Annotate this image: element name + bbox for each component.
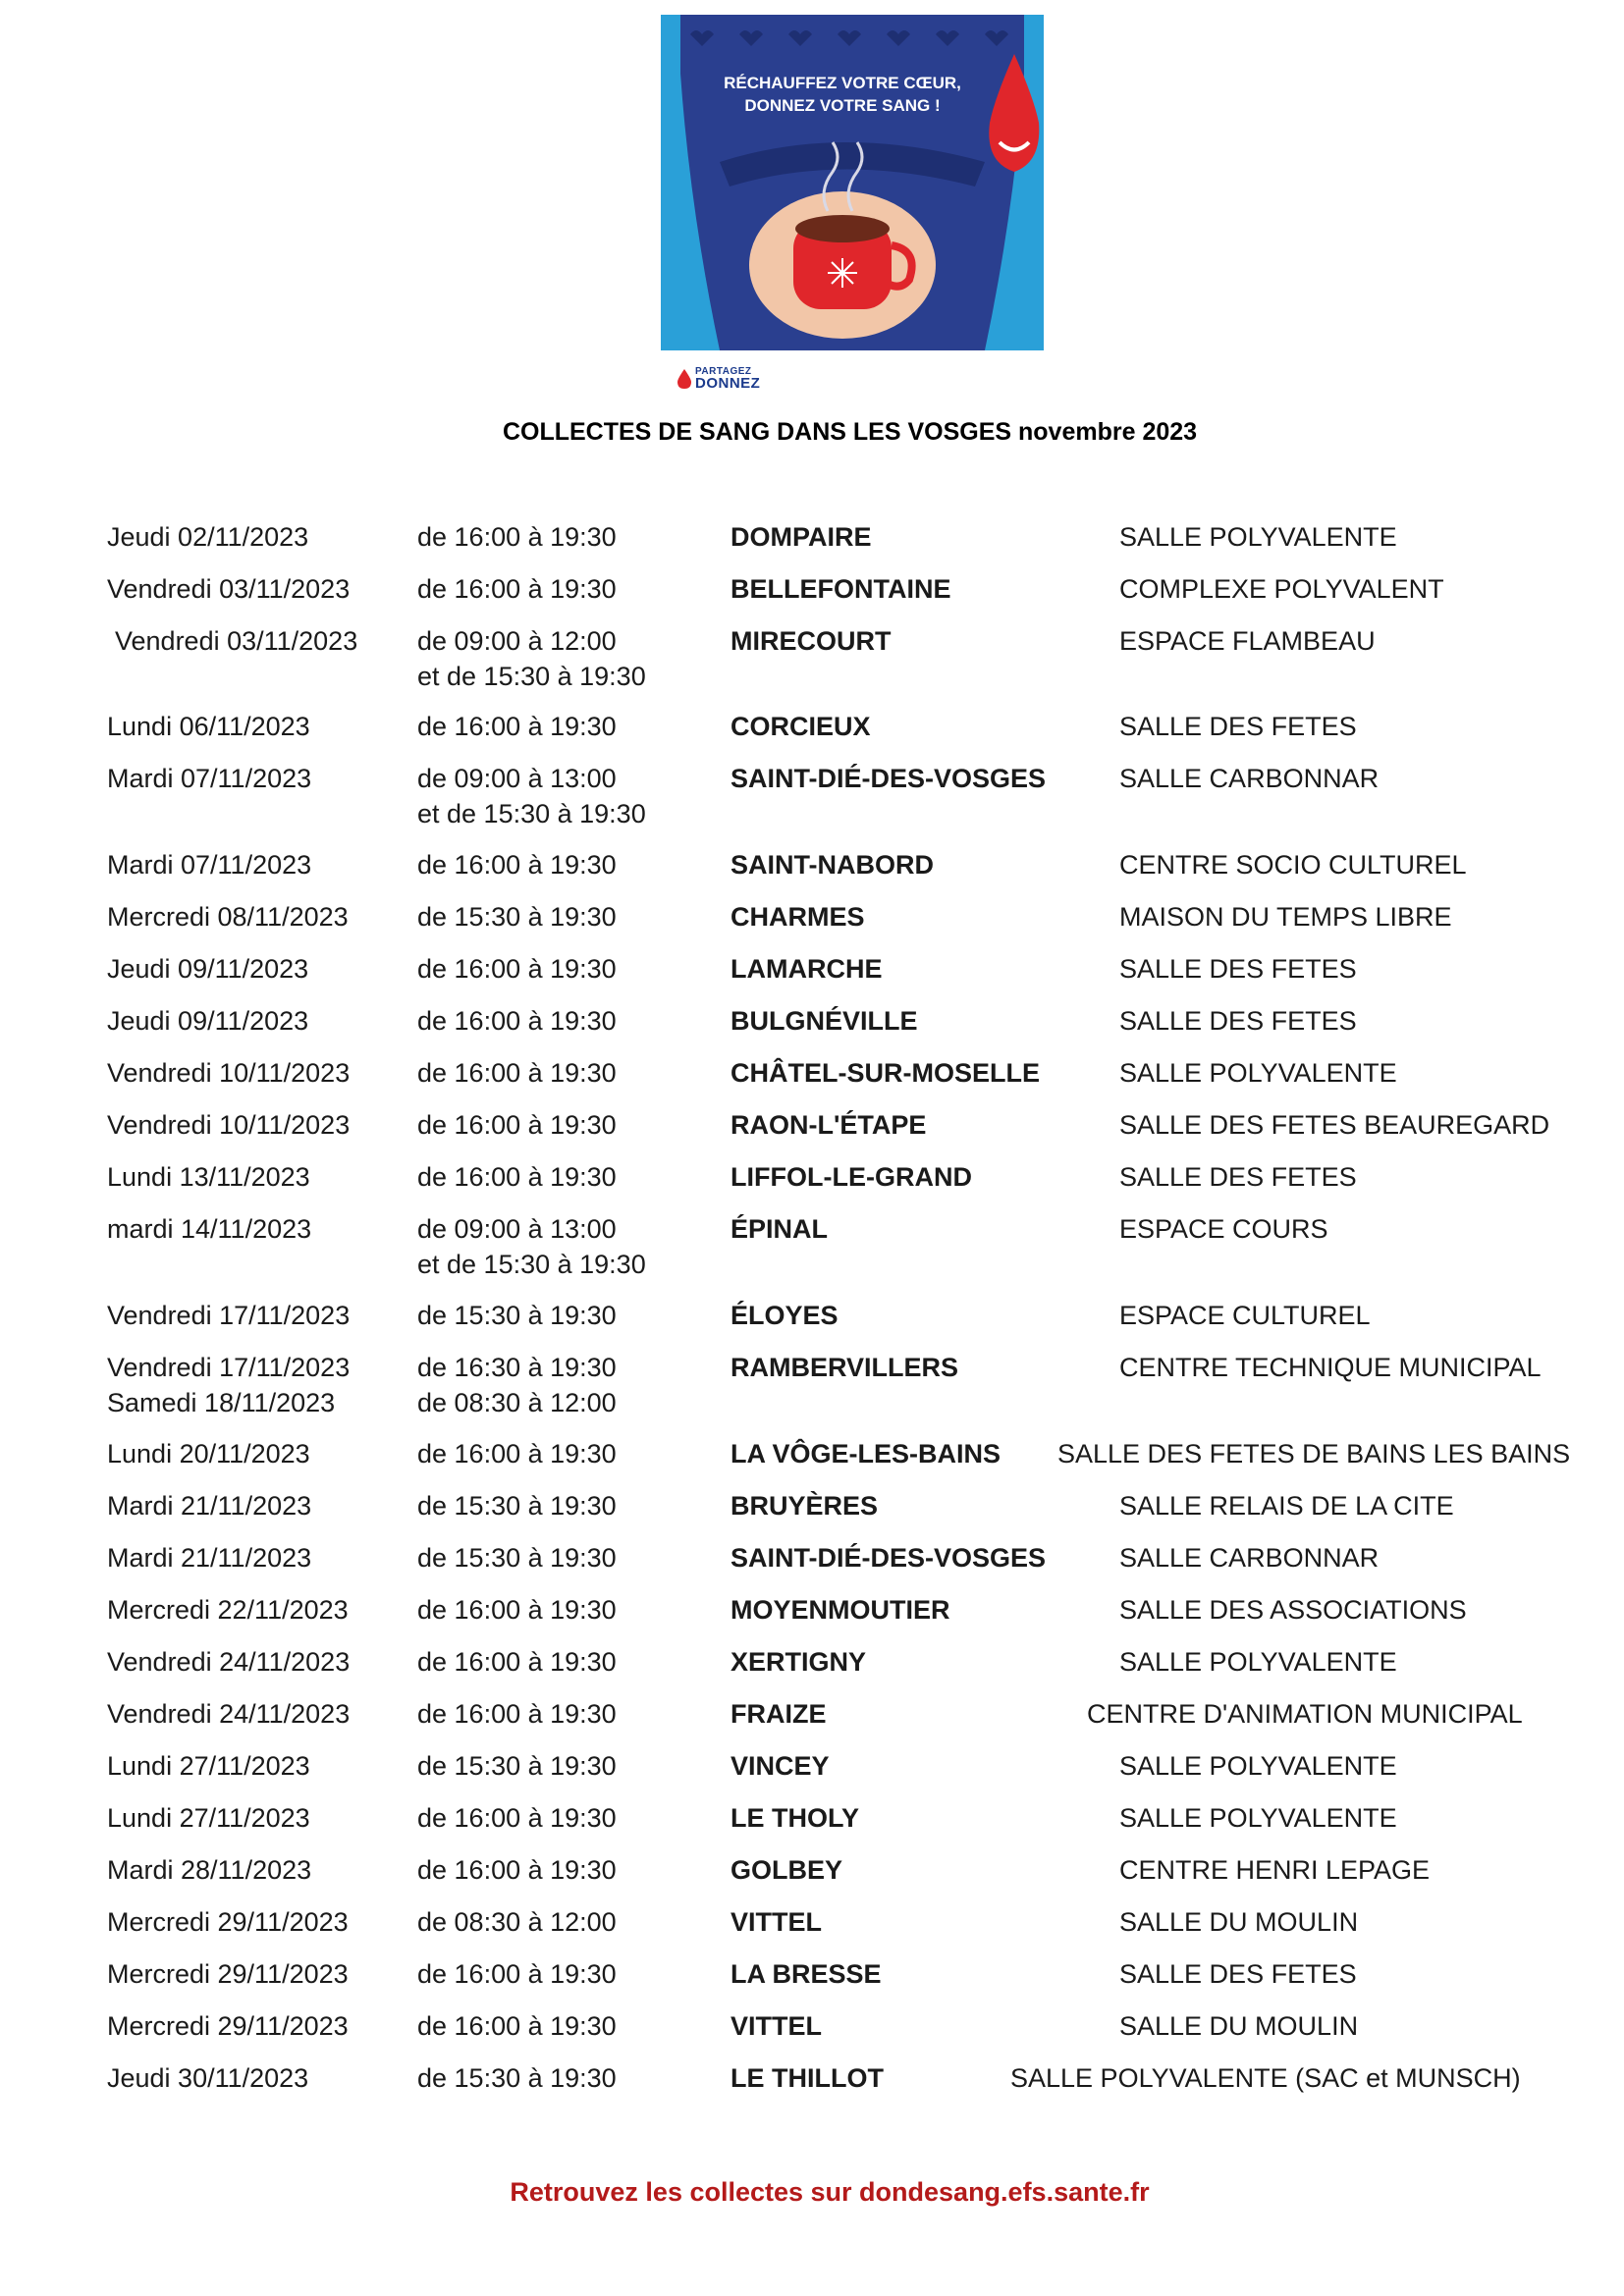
city-cell (731, 623, 892, 659)
date-text: Mercredi 29/11/2023 (107, 2011, 349, 2041)
time-text: de 16:30 à 19:30 (417, 1353, 617, 1382)
date-cell (107, 571, 350, 607)
venue-cell (1119, 899, 1452, 934)
date-cell (107, 1800, 310, 1836)
city-cell (731, 519, 872, 555)
date-cell (107, 1055, 350, 1091)
time-text: de 08:30 à 12:00 (417, 1388, 617, 1417)
venue-text: SALLE POLYVALENTE (1119, 1751, 1397, 1781)
city-cell (731, 1159, 972, 1195)
date-cell (107, 951, 308, 987)
venue-text: SALLE POLYVALENTE (SAC et MUNSCH) (1010, 2063, 1521, 2093)
time-text: de 09:00 à 13:00 (417, 764, 617, 793)
time-cell (417, 1904, 617, 1940)
venue-text: CENTRE SOCIO CULTUREL (1119, 850, 1467, 880)
venue-cell (1119, 2008, 1358, 2044)
city-text: CORCIEUX (731, 712, 871, 741)
venue-cell (1119, 1904, 1358, 1940)
time-cell (417, 1852, 617, 1888)
venue-text: CENTRE TECHNIQUE MUNICIPAL (1119, 1353, 1542, 1382)
time-text: de 16:00 à 19:30 (417, 1803, 617, 1833)
venue-text: COMPLEXE POLYVALENT (1119, 574, 1444, 604)
venue-text: CENTRE D'ANIMATION MUNICIPAL (1087, 1699, 1523, 1729)
date-text: Mercredi 08/11/2023 (107, 902, 349, 932)
time-cell (417, 1055, 617, 1091)
venue-text: SALLE RELAIS DE LA CITE (1119, 1491, 1454, 1521)
date-text: Mardi 28/11/2023 (107, 1855, 312, 1885)
time-text: de 16:00 à 19:30 (417, 1647, 617, 1677)
date-text: Vendredi 17/11/2023 (107, 1353, 351, 1382)
date-text: Vendredi 10/11/2023 (107, 1058, 351, 1088)
time-cell (417, 1540, 617, 1575)
venue-cell (1087, 1696, 1523, 1732)
venue-text: ESPACE CULTUREL (1119, 1301, 1371, 1330)
date-text: Lundi 13/11/2023 (107, 1162, 310, 1192)
venue-cell (1119, 1852, 1430, 1888)
city-text: LA BRESSE (731, 1959, 882, 1989)
date-cell (107, 1107, 350, 1143)
city-cell (731, 1748, 830, 1784)
city-cell (731, 1852, 842, 1888)
city-cell (731, 1350, 958, 1385)
time-text: de 15:30 à 19:30 (417, 1301, 617, 1330)
time-cell (417, 1644, 617, 1680)
date-text: Lundi 27/11/2023 (107, 1751, 310, 1781)
city-cell (731, 1436, 1001, 1471)
city-cell (731, 847, 934, 882)
time-cell (417, 1800, 617, 1836)
time-text: de 16:00 à 19:30 (417, 1855, 617, 1885)
date-text: Vendredi 17/11/2023 (107, 1301, 351, 1330)
time-cell (417, 1592, 617, 1628)
time-text: de 16:00 à 19:30 (417, 1439, 617, 1468)
city-text: ÉPINAL (731, 1214, 829, 1244)
city-text: ÉLOYES (731, 1301, 839, 1330)
date-text: Lundi 27/11/2023 (107, 1803, 310, 1833)
date-cell (107, 2060, 308, 2096)
time-cell (417, 2008, 617, 2044)
date-cell (107, 1003, 308, 1039)
city-text: VITTEL (731, 2011, 822, 2041)
date-cell (107, 1436, 310, 1471)
venue-text: SALLE DES FETES (1119, 712, 1357, 741)
time-cell (417, 899, 617, 934)
time-text: et de 15:30 à 19:30 (417, 1250, 646, 1279)
city-cell (731, 1592, 950, 1628)
date-cell (107, 1488, 311, 1523)
city-cell (731, 1003, 918, 1039)
time-text: de 16:00 à 19:30 (417, 1006, 617, 1036)
city-text: DOMPAIRE (731, 522, 872, 552)
logo-line-1: PARTAGEZ (695, 366, 752, 377)
venue-text: SALLE POLYVALENTE (1119, 1803, 1397, 1833)
venue-text: SALLE DES ASSOCIATIONS (1119, 1595, 1467, 1625)
date-text: Jeudi 02/11/2023 (107, 522, 309, 552)
time-cell (417, 1488, 617, 1523)
venue-text: SALLE DES FETES DE BAINS LES BAINS (1057, 1439, 1571, 1468)
venue-text: ESPACE COURS (1119, 1214, 1328, 1244)
time-text: de 16:00 à 19:30 (417, 712, 617, 741)
venue-text: SALLE POLYVALENTE (1119, 522, 1397, 552)
venue-cell (1119, 571, 1444, 607)
city-text: SAINT-NABORD (731, 850, 934, 880)
time-text: de 16:00 à 19:30 (417, 954, 617, 984)
date-text: Mercredi 29/11/2023 (107, 1959, 349, 1989)
venue-text: SALLE DU MOULIN (1119, 2011, 1359, 2041)
date-cell (107, 709, 310, 744)
city-cell (731, 1540, 1046, 1575)
venue-cell (1119, 1298, 1371, 1333)
city-text: XERTIGNY (731, 1647, 867, 1677)
poster-headline-1: RÉCHAUFFEZ VOTRE CŒUR, (724, 74, 961, 92)
city-text: FRAIZE (731, 1699, 827, 1729)
date-cell (107, 519, 308, 555)
city-cell (731, 761, 1046, 796)
venue-cell (1119, 1956, 1357, 1992)
city-cell (731, 1107, 926, 1143)
date-cell (107, 899, 349, 934)
time-text: et de 15:30 à 19:30 (417, 662, 646, 691)
city-text: VINCEY (731, 1751, 830, 1781)
city-cell (731, 571, 951, 607)
date-text: Vendredi 03/11/2023 (107, 574, 351, 604)
time-text: de 16:00 à 19:30 (417, 1058, 617, 1088)
time-cell (417, 2060, 617, 2096)
time-text: et de 15:30 à 19:30 (417, 799, 646, 828)
venue-cell (1119, 1592, 1467, 1628)
efs-logo (677, 365, 760, 393)
time-cell (417, 623, 646, 694)
venue-cell (1119, 1003, 1357, 1039)
date-cell (115, 623, 357, 659)
city-text: LA VÔGE-LES-BAINS (731, 1439, 1001, 1468)
city-text: SAINT-DIÉ-DES-VOSGES (731, 764, 1047, 793)
time-cell (417, 847, 617, 882)
time-text: de 16:00 à 19:30 (417, 850, 617, 880)
date-cell (107, 1159, 310, 1195)
time-cell (417, 1696, 617, 1732)
venue-text: SALLE CARBONNAR (1119, 1543, 1380, 1573)
venue-text: SALLE DES FETES (1119, 954, 1357, 984)
time-cell (417, 519, 617, 555)
page-title: COLLECTES DE SANG DANS LES VOSGES novembre 2023 (502, 418, 1198, 446)
venue-text: SALLE DES FETES (1119, 1162, 1357, 1192)
date-text: Mercredi 22/11/2023 (107, 1595, 349, 1625)
city-cell (731, 1904, 822, 1940)
time-text: de 16:00 à 19:30 (417, 1959, 617, 1989)
time-text: de 09:00 à 12:00 (417, 626, 617, 656)
date-cell (107, 1748, 310, 1784)
city-cell (731, 1956, 882, 1992)
city-cell (731, 1644, 866, 1680)
date-text: Lundi 20/11/2023 (107, 1439, 310, 1468)
date-text: Mardi 07/11/2023 (107, 764, 312, 793)
time-cell (417, 1436, 617, 1471)
date-cell (107, 1644, 350, 1680)
time-text: de 16:00 à 19:30 (417, 1162, 617, 1192)
venue-text: SALLE DU MOULIN (1119, 1907, 1359, 1937)
time-text: de 16:00 à 19:30 (417, 522, 617, 552)
time-text: de 15:30 à 19:30 (417, 2063, 617, 2093)
venue-text: SALLE CARBONNAR (1119, 764, 1380, 793)
date-text: Jeudi 09/11/2023 (107, 1006, 309, 1036)
city-text: GOLBEY (731, 1855, 843, 1885)
poster-illustration (661, 15, 1044, 350)
venue-text: SALLE POLYVALENTE (1119, 1647, 1397, 1677)
city-cell (731, 1298, 839, 1333)
city-text: RAON-L'ÉTAPE (731, 1110, 927, 1140)
time-cell (417, 951, 617, 987)
date-cell (107, 847, 311, 882)
venue-text: SALLE DES FETES (1119, 1959, 1357, 1989)
date-cell (107, 1211, 311, 1247)
venue-cell (1119, 709, 1357, 744)
city-text: LE THOLY (731, 1803, 860, 1833)
venue-cell (1119, 1055, 1397, 1091)
date-cell (107, 1540, 311, 1575)
city-text: CHARMES (731, 902, 865, 932)
footer-link-text: Retrouvez les collectes sur dondesang.efs.sante.fr (510, 2177, 1150, 2207)
city-text: LIFFOL-LE-GRAND (731, 1162, 972, 1192)
date-cell (107, 1592, 349, 1628)
time-cell (417, 1107, 617, 1143)
venue-text: SALLE DES FETES (1119, 1006, 1357, 1036)
date-cell (107, 1298, 350, 1333)
date-text: Vendredi 10/11/2023 (107, 1110, 351, 1140)
time-cell (417, 571, 617, 607)
city-text: LE THILLOT (731, 2063, 884, 2093)
city-cell (731, 1055, 1040, 1091)
date-text: Mardi 07/11/2023 (107, 850, 312, 880)
city-cell (731, 1696, 827, 1732)
venue-cell (1119, 1644, 1397, 1680)
date-text: Lundi 06/11/2023 (107, 712, 310, 741)
drop-logo-icon (677, 369, 691, 389)
city-text: RAMBERVILLERS (731, 1353, 959, 1382)
city-text: VITTEL (731, 1907, 822, 1937)
venue-text: ESPACE FLAMBEAU (1119, 626, 1376, 656)
venue-text: CENTRE HENRI LEPAGE (1119, 1855, 1431, 1885)
time-text: de 15:30 à 19:30 (417, 1543, 617, 1573)
date-text: Vendredi 03/11/2023 (115, 626, 358, 656)
venue-text: SALLE DES FETES BEAUREGARD (1119, 1110, 1550, 1140)
venue-cell (1119, 1488, 1454, 1523)
venue-text: MAISON DU TEMPS LIBRE (1119, 902, 1452, 932)
date-text: Mardi 21/11/2023 (107, 1491, 312, 1521)
venue-cell (1119, 1748, 1397, 1784)
city-text: MOYENMOUTIER (731, 1595, 950, 1625)
date-cell (107, 1904, 349, 1940)
city-cell (731, 2060, 884, 2096)
city-text: CHÂTEL-SUR-MOSELLE (731, 1058, 1040, 1088)
venue-cell (1119, 761, 1379, 796)
date-text: Samedi 18/11/2023 (107, 1388, 336, 1417)
time-cell (417, 1350, 617, 1420)
venue-cell (1119, 1540, 1379, 1575)
venue-cell (1119, 1107, 1549, 1143)
time-text: de 09:00 à 13:00 (417, 1214, 617, 1244)
time-text: de 16:00 à 19:30 (417, 1110, 617, 1140)
venue-cell (1119, 951, 1357, 987)
venue-cell (1119, 623, 1376, 659)
date-text: Vendredi 24/11/2023 (107, 1699, 351, 1729)
city-text: SAINT-DIÉ-DES-VOSGES (731, 1543, 1047, 1573)
time-text: de 16:00 à 19:30 (417, 1595, 617, 1625)
snowflake-icon (828, 258, 857, 288)
time-text: de 16:00 à 19:30 (417, 1699, 617, 1729)
time-cell (417, 1003, 617, 1039)
city-cell (731, 709, 871, 744)
date-text: Vendredi 24/11/2023 (107, 1647, 351, 1677)
date-text: Jeudi 30/11/2023 (107, 2063, 309, 2093)
time-cell (417, 1211, 646, 1282)
date-cell (107, 2008, 349, 2044)
venue-cell (1119, 1350, 1542, 1385)
time-cell (417, 1298, 617, 1333)
city-cell (731, 1211, 828, 1247)
city-text: BULGNÉVILLE (731, 1006, 918, 1036)
venue-cell (1057, 1436, 1570, 1471)
date-text: Mercredi 29/11/2023 (107, 1907, 349, 1937)
city-text: BELLEFONTAINE (731, 574, 951, 604)
city-text: BRUYÈRES (731, 1491, 879, 1521)
venue-cell (1119, 847, 1467, 882)
date-text: Jeudi 09/11/2023 (107, 954, 309, 984)
time-cell (417, 1159, 617, 1195)
venue-text: SALLE POLYVALENTE (1119, 1058, 1397, 1088)
logo-line-2: DONNEZ (695, 375, 761, 392)
time-cell (417, 1748, 617, 1784)
city-text: MIRECOURT (731, 626, 892, 656)
poster-headline-2: DONNEZ VOTRE SANG ! (744, 96, 941, 115)
time-text: de 15:30 à 19:30 (417, 902, 617, 932)
city-cell (731, 2008, 822, 2044)
city-cell (731, 1488, 878, 1523)
time-text: de 15:30 à 19:30 (417, 1751, 617, 1781)
venue-cell (1119, 519, 1397, 555)
venue-cell (1119, 1159, 1357, 1195)
city-text: LAMARCHE (731, 954, 883, 984)
venue-cell (1119, 1211, 1328, 1247)
date-cell (107, 1350, 350, 1420)
city-cell (731, 1800, 859, 1836)
time-cell (417, 761, 646, 831)
venue-cell (1010, 2060, 1521, 2096)
date-text: mardi 14/11/2023 (107, 1214, 312, 1244)
time-cell (417, 1956, 617, 1992)
date-text: Mardi 21/11/2023 (107, 1543, 312, 1573)
time-text: de 08:30 à 12:00 (417, 1907, 617, 1937)
venue-cell (1119, 1800, 1397, 1836)
time-text: de 15:30 à 19:30 (417, 1491, 617, 1521)
date-cell (107, 1852, 311, 1888)
date-cell (107, 1696, 350, 1732)
city-cell (731, 951, 883, 987)
time-text: de 16:00 à 19:30 (417, 574, 617, 604)
time-text: de 16:00 à 19:30 (417, 2011, 617, 2041)
date-cell (107, 1956, 349, 1992)
campaign-poster (661, 15, 1044, 350)
time-cell (417, 709, 617, 744)
city-cell (731, 899, 865, 934)
logo-text (695, 367, 760, 391)
date-cell (107, 761, 311, 796)
